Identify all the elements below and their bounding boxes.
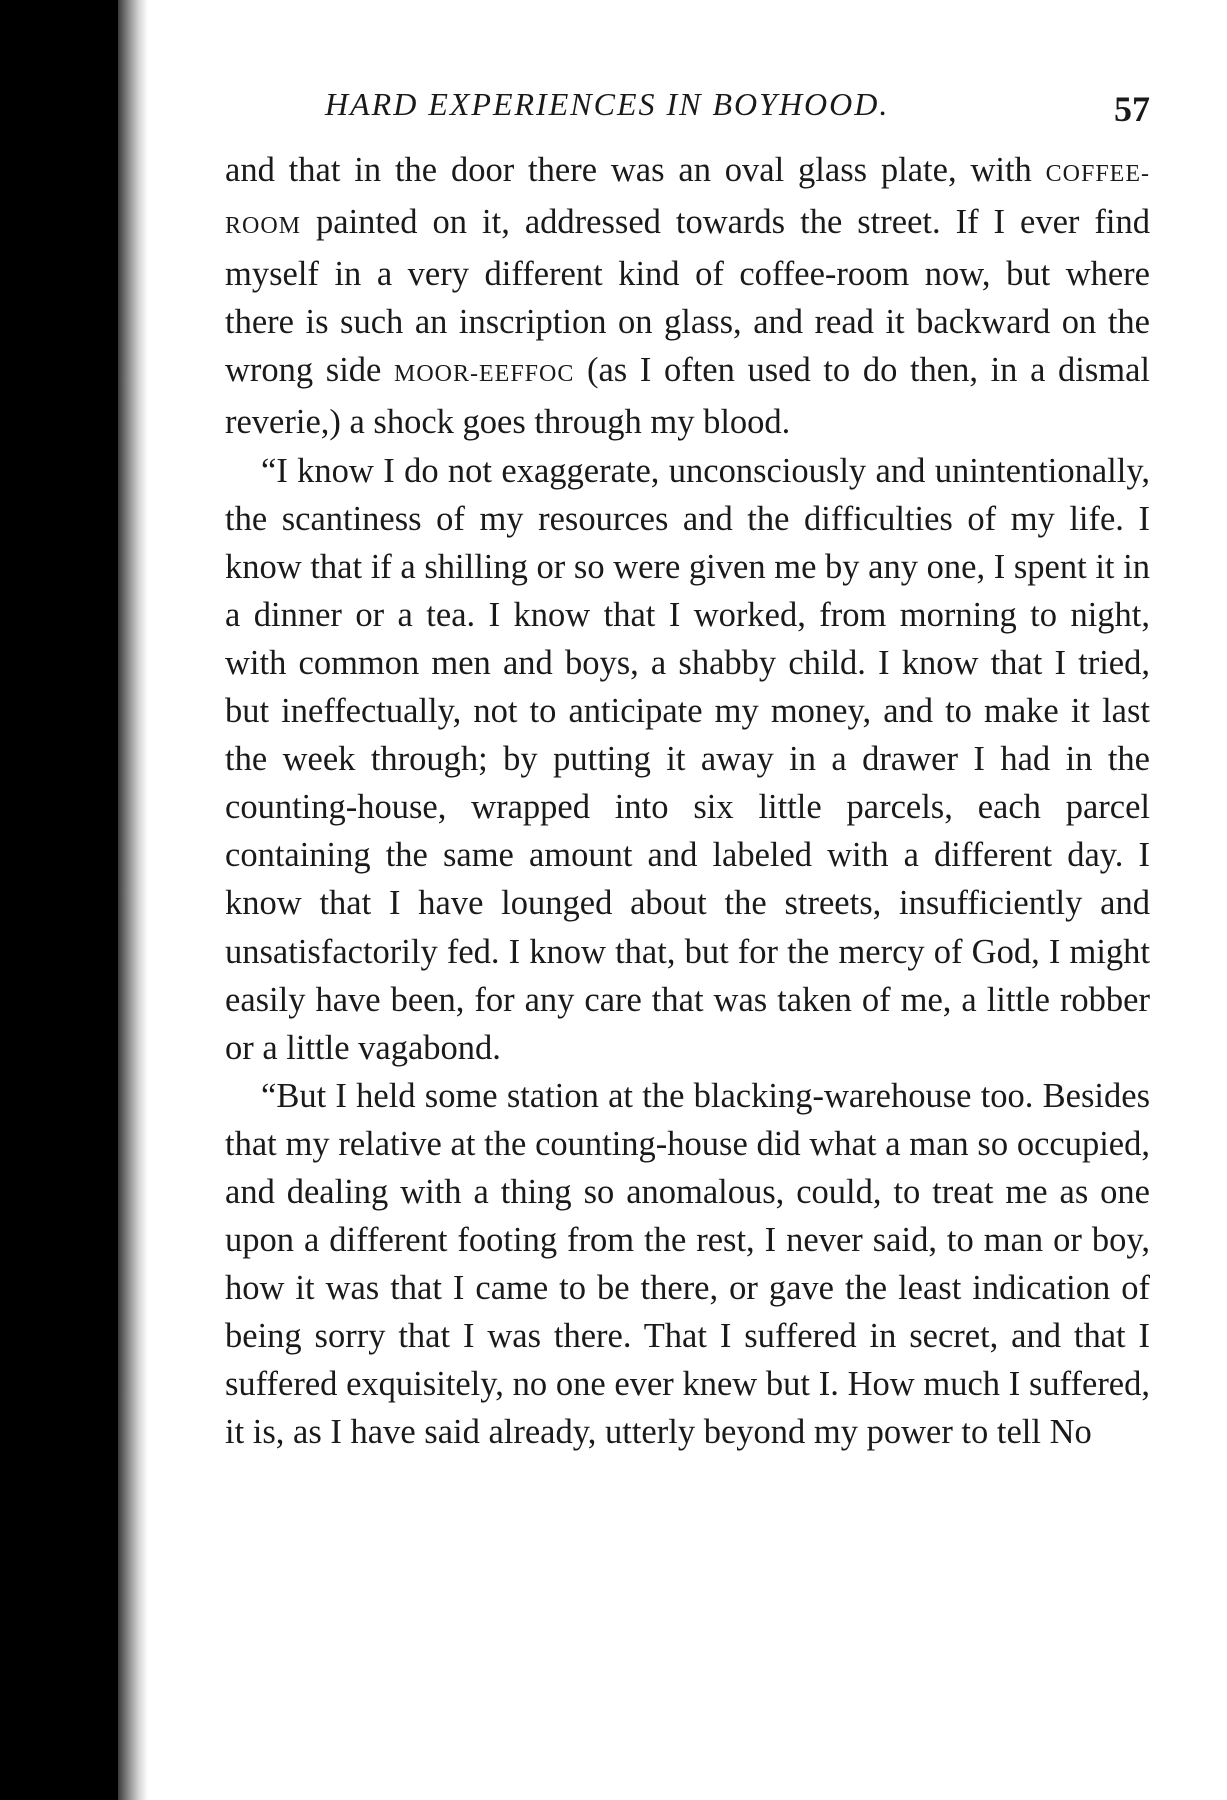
text-segment: painted on it, addressed towards the street. If I ever find myself in a very different kind of coffee-room now, but where there is such an inscription on glass, and read it backward on the wrong side [225, 203, 1150, 390]
paragraph [225, 1072, 1150, 1457]
text-segment: and that in the door there was an oval glass plate, with [225, 151, 1046, 189]
text-segment: (as I often used to do then, in a dismal reverie,) a shock goes through my blood. [225, 351, 1151, 442]
running-title: HARD EXPERIENCES IN BOYHOOD. [325, 86, 890, 122]
paragraph [225, 146, 1150, 447]
book-page [225, 80, 1150, 1457]
running-head [225, 80, 1150, 132]
smallcaps-text: MOOR-EEFFOC [394, 361, 575, 388]
page-number: 57 [1114, 89, 1150, 129]
scan-binding-shadow [0, 0, 118, 1800]
text-segment: “I know I do not exaggerate, unconsciously and unintentionally, the scantiness of my resources and the difficulties of my life. I know that if a shilling or so were given me by any one, I spent it in a dinner or a tea. I know that I worked, from morning to night, with common men and boys, a shabby child. I know that I tried, but ineffectually, not to anticipate my money, and to make it last the week through; by putting it away in a drawer I had in the counting-house, wrapped into six little parcels, each parcel containing the same amount and labeled with a different day. I know that I have lounged about the streets, insufficiently and unsatisfactorily fed. I know that, but for the mercy of God, I might easily have been, for any care that was taken of me, a little robber or a little vagabond. [225, 451, 1150, 1067]
scan-binding-edge [118, 0, 148, 1800]
paragraph [225, 447, 1150, 1072]
smallcaps-text: COFFEE-ROOM [225, 161, 1150, 240]
text-segment: “But I held some station at the blacking-warehouse too. Besides that my relative at the counting-house did what a man so occupied, and dealing with a thing so anomalous, could, to treat me as one upon a different footing from the rest, I never said, to man or boy, how it was that I came to be there, or gave the least indication of being sorry that I was there. That I suffered in secret, and that I suffered exquisitely, no one ever knew but I. How much I suffered, it is, as I have said already, utterly beyond my power to tell No [225, 1076, 1150, 1452]
body-text [225, 146, 1150, 1457]
scan-gutter [0, 0, 148, 1800]
